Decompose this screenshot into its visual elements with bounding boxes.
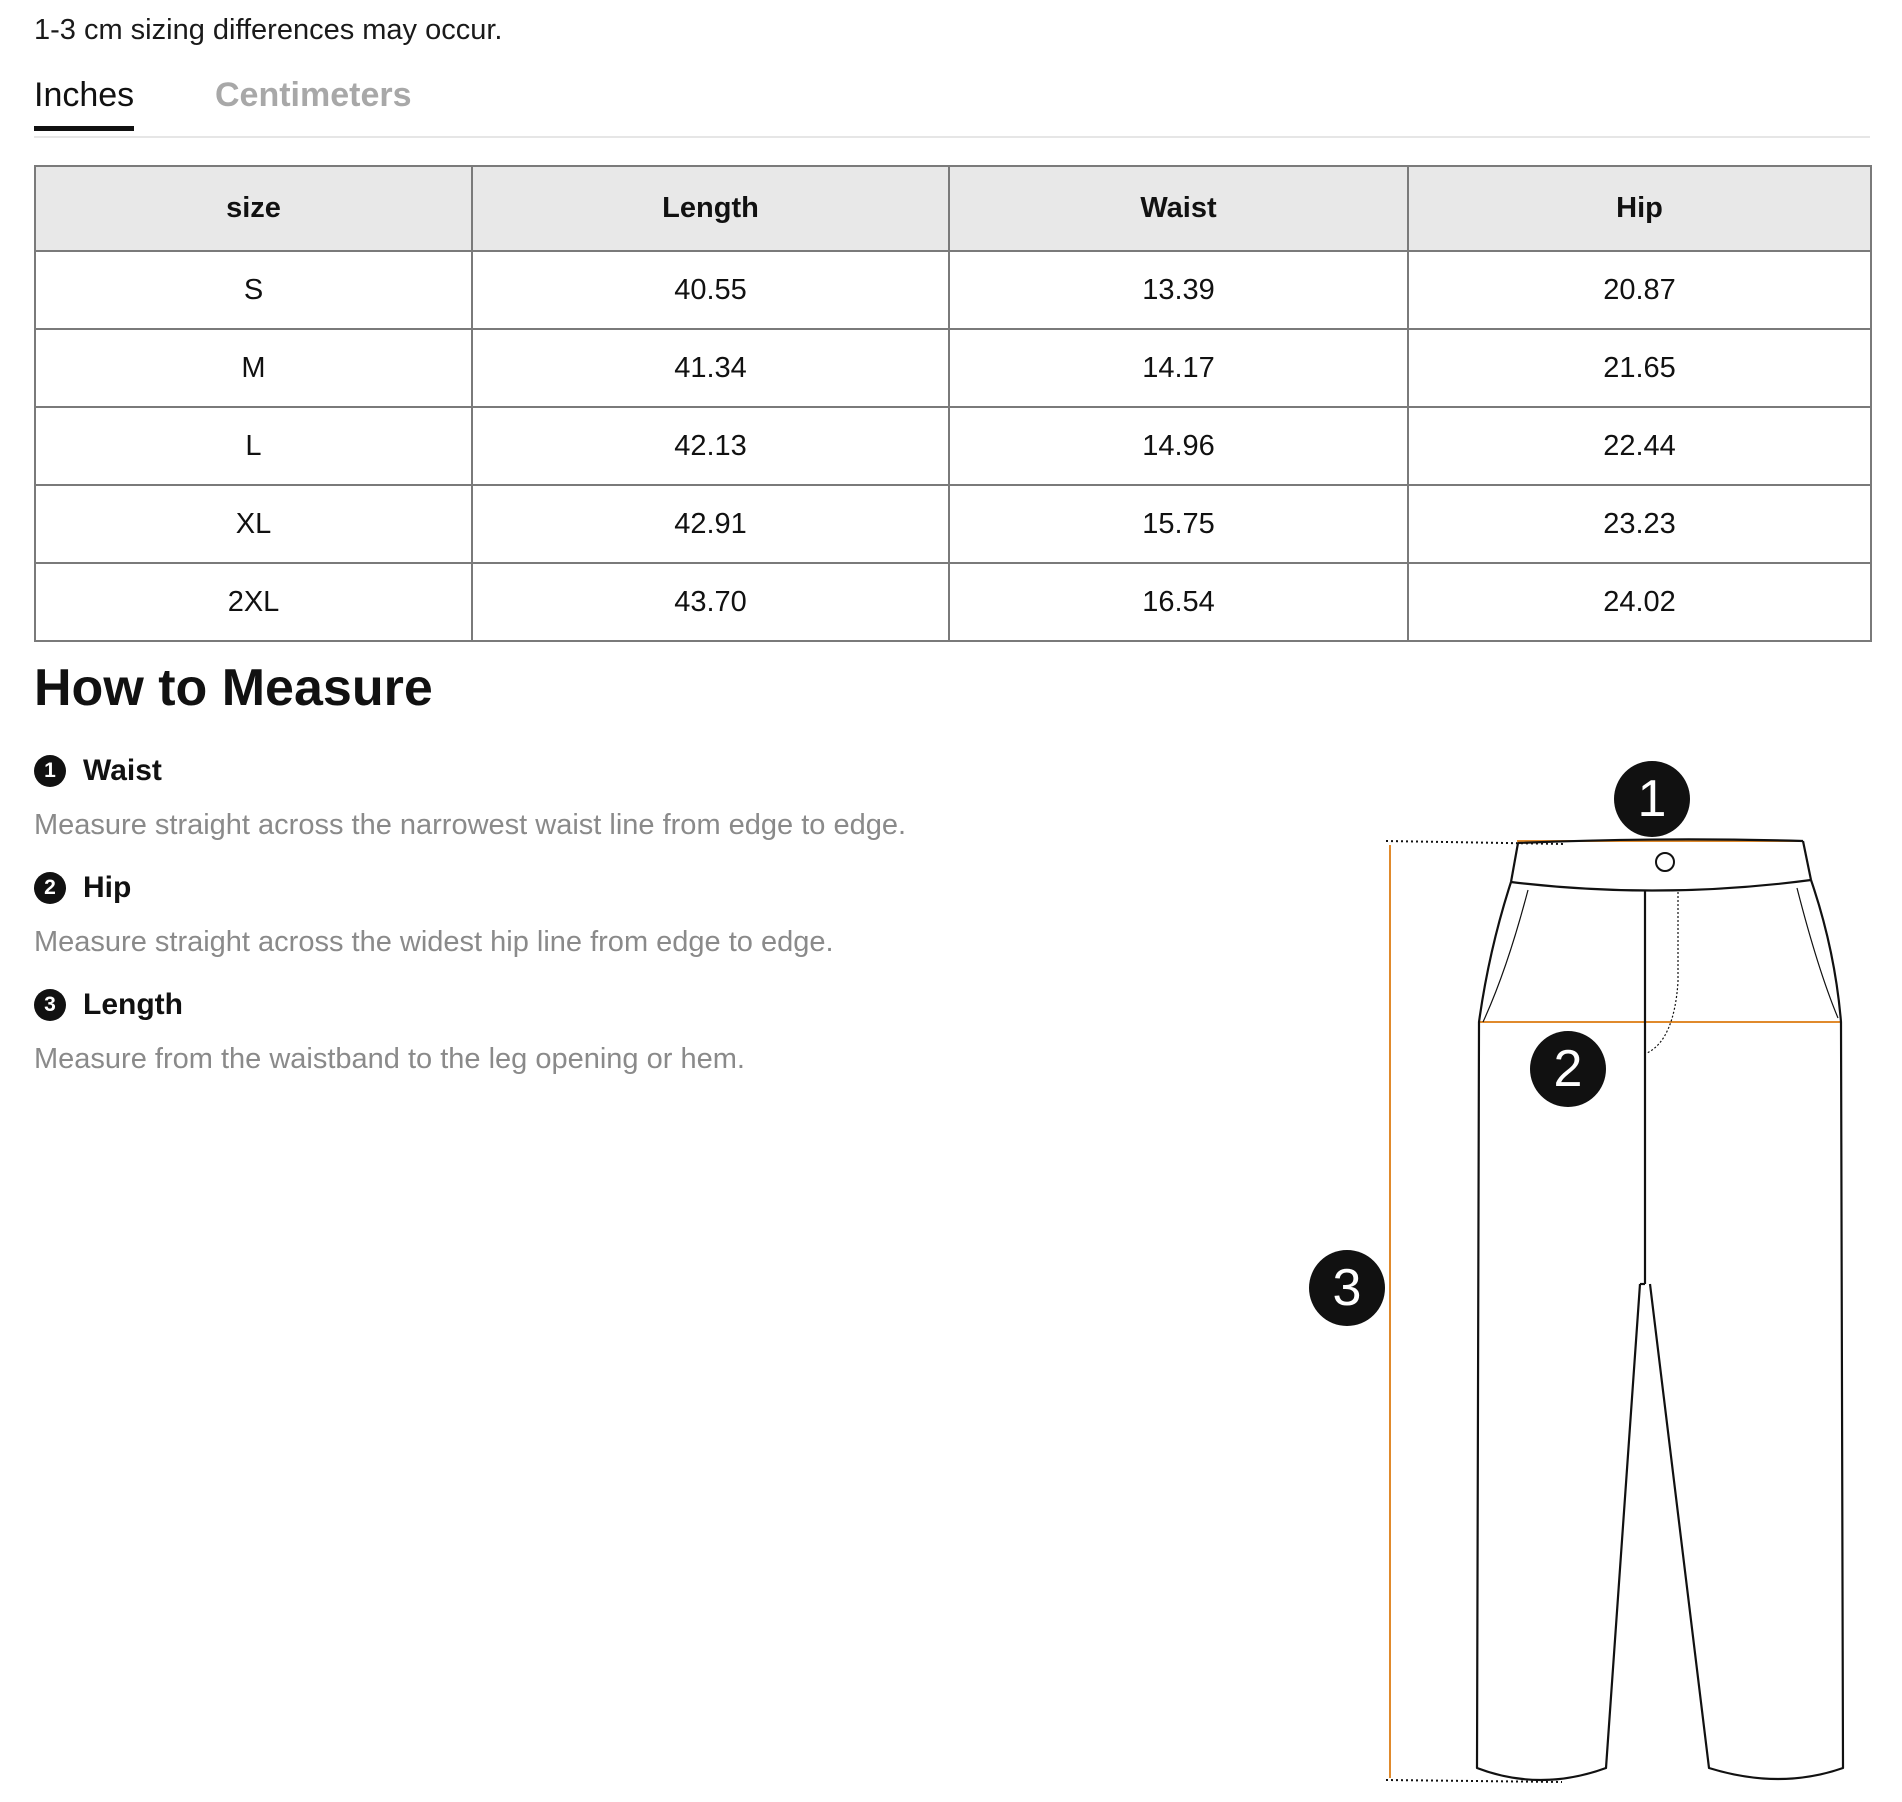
table-cell-waist: 14.96	[949, 407, 1408, 485]
unit-tabs	[34, 74, 1870, 138]
column-header-hip: Hip	[1408, 166, 1871, 251]
table-row	[35, 563, 1871, 641]
table-cell-size: S	[35, 251, 472, 329]
table-cell-hip: 23.23	[1408, 485, 1871, 563]
how-to-measure-title: How to Measure	[34, 659, 433, 717]
table-cell-length: 40.55	[472, 251, 949, 329]
column-header-size: size	[35, 166, 472, 251]
pants-outline	[1477, 839, 1843, 1780]
table-cell-hip: 21.65	[1408, 329, 1871, 407]
measure-item-length	[34, 985, 1234, 1076]
column-header-length: Length	[472, 166, 949, 251]
sizing-notice: 1-3 cm sizing differences may occur.	[34, 14, 503, 46]
table-row	[35, 251, 1871, 329]
column-header-waist: Waist	[949, 166, 1408, 251]
measure-description: Measure straight across the narrowest waist line from edge to edge.	[34, 809, 907, 841]
number-badge-icon: 3	[34, 989, 66, 1021]
hip-marker	[1530, 1031, 1606, 1107]
table-row	[35, 485, 1871, 563]
tab-inches[interactable]: Inches	[34, 76, 134, 129]
measure-label: Length	[83, 988, 183, 1021]
waist-marker	[1614, 761, 1690, 837]
measure-label: Waist	[83, 754, 162, 787]
table-row	[35, 329, 1871, 407]
measure-description: Measure from the waistband to the leg opening or hem.	[34, 1043, 745, 1075]
table-header-row	[35, 166, 1871, 251]
table-cell-size: XL	[35, 485, 472, 563]
table-cell-length: 41.34	[472, 329, 949, 407]
measure-item-hip	[34, 868, 1234, 959]
measure-item-waist	[34, 751, 1234, 842]
table-cell-size: M	[35, 329, 472, 407]
table-cell-hip: 22.44	[1408, 407, 1871, 485]
svg-text:1: 1	[1637, 770, 1667, 828]
number-badge-icon: 2	[34, 872, 66, 904]
svg-text:3: 3	[1332, 1259, 1362, 1317]
table-cell-hip: 24.02	[1408, 563, 1871, 641]
measure-description: Measure straight across the widest hip line from edge to edge.	[34, 926, 834, 958]
length-marker	[1309, 1250, 1385, 1326]
pants-measurement-diagram-icon	[1290, 750, 1870, 1790]
table-cell-length: 43.70	[472, 563, 949, 641]
svg-text:2: 2	[1553, 1040, 1583, 1098]
table-cell-size: L	[35, 407, 472, 485]
table-cell-waist: 14.17	[949, 329, 1408, 407]
number-badge-icon: 1	[34, 755, 66, 787]
pants-stitching	[1483, 888, 1838, 1053]
table-cell-waist: 15.75	[949, 485, 1408, 563]
table-cell-waist: 13.39	[949, 251, 1408, 329]
measure-label: Hip	[83, 871, 132, 904]
size-table	[34, 165, 1872, 642]
table-cell-length: 42.13	[472, 407, 949, 485]
table-cell-size: 2XL	[35, 563, 472, 641]
tab-centimeters[interactable]: Centimeters	[215, 76, 412, 114]
table-cell-waist: 16.54	[949, 563, 1408, 641]
table-row	[35, 407, 1871, 485]
table-cell-length: 42.91	[472, 485, 949, 563]
table-cell-hip: 20.87	[1408, 251, 1871, 329]
